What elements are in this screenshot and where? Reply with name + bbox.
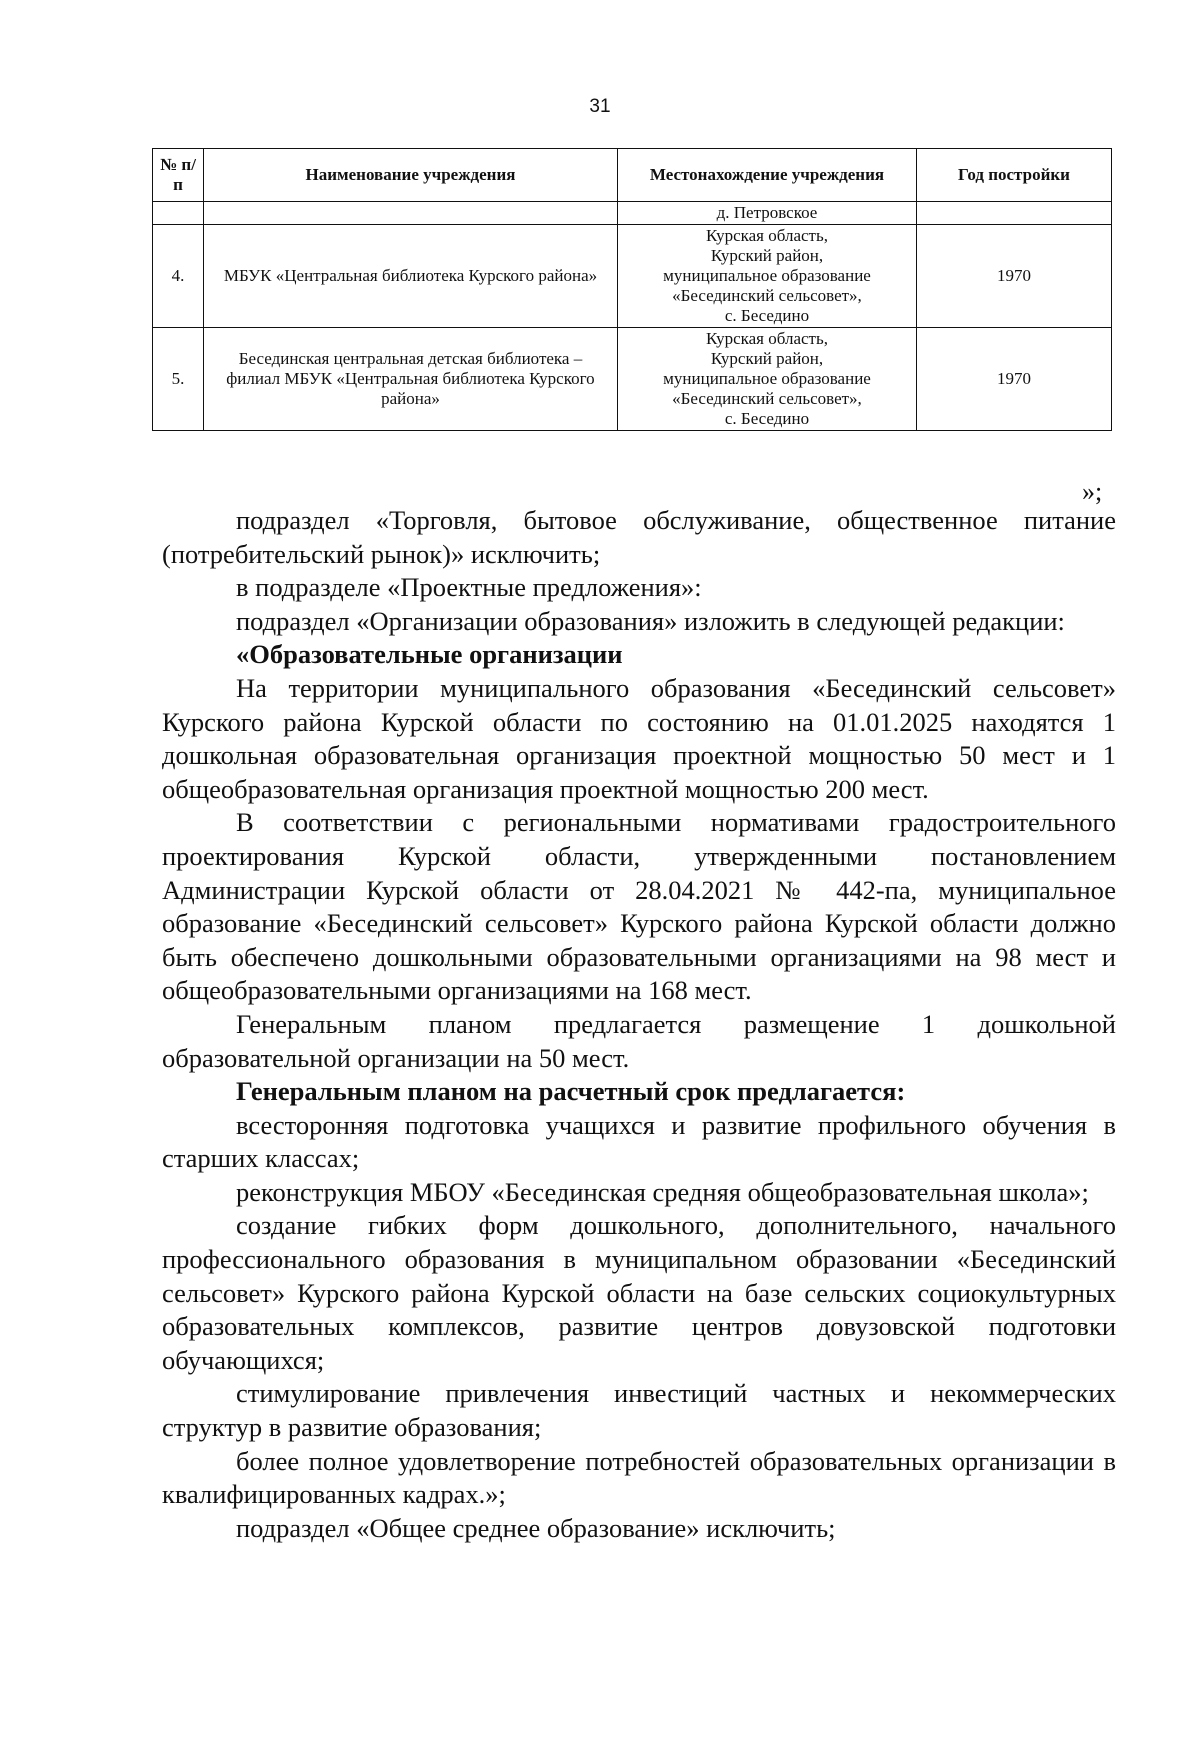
cell-location: д. Петровское: [618, 202, 917, 225]
cell-empty: [917, 202, 1112, 225]
location-line: Курский район,: [710, 246, 824, 265]
cell-name: Бесединская центральная детская библиотека – филиал МБУК «Центральная библиотека Курского района»: [204, 328, 618, 431]
page-number: 31: [589, 96, 611, 117]
paragraph: На территории муниципального образования «Бесединский сельсовет» Курского района Курской области по состоянию на 01.01.2025 находятся 1 дошкольная образовательная организация проектной мощностью 50 мест и 1 общеобразовательная организация проектной мощностью 200 мест.: [162, 672, 1116, 804]
header-year: Год постройки: [917, 149, 1112, 202]
closing-quote: »;: [1082, 477, 1103, 506]
table-row: [153, 328, 1112, 431]
location-line: муниципальное образование: [663, 369, 871, 388]
location-line: «Бесединский сельсовет»,: [672, 389, 862, 408]
cell-location: [618, 328, 917, 431]
location-line: Курская область,: [706, 226, 828, 245]
paragraph: В соответствии с региональными нормативами градостроительного проектирования Курской области, утвержденными постановлением Администрации Курской области от 28.04.2021 № 442-па, муниципальное образование «Бесединский сельсовет» Курского района Курской области должно быть обеспечено дошкольными образовательными организациями на 98 мест и общеобразовательными организациями на 168 мест.: [162, 807, 1116, 1006]
paragraph: стимулирование привлечения инвестиций частных и некоммерческих структур в развитие образования;: [162, 1378, 1116, 1443]
paragraph: более полное удовлетворение потребностей образовательных организации в квалифицированных кадрах.»;: [162, 1445, 1116, 1510]
cell-year: 1970: [917, 225, 1112, 328]
cell-location: [618, 225, 917, 328]
header-number: № п/п: [153, 149, 204, 202]
location-line: «Бесединский сельсовет»,: [672, 286, 862, 305]
paragraph: подраздел «Общее среднее образование» исключить;: [236, 1512, 836, 1543]
section-heading: «Образовательные организации: [236, 639, 623, 670]
location-line: Курский район,: [710, 349, 824, 368]
table-row: [153, 225, 1112, 328]
cell-empty: [204, 202, 618, 225]
cell-number: 5.: [153, 328, 204, 431]
paragraph: создание гибких форм дошкольного, дополнительного, начального профессионального образования в муниципальном образовании «Бесединский сельсовет» Курского района Курской области на базе сельских социокультурных образовательных комплексов, развитие центров довузовской подготовки обучающихся;: [162, 1210, 1116, 1375]
cell-number: 4.: [153, 225, 204, 328]
subheading: Генеральным планом на расчетный срок предлагается:: [236, 1076, 906, 1107]
cell-year: 1970: [917, 328, 1112, 431]
paragraph: подраздел «Организации образования» изложить в следующей редакции:: [236, 605, 1065, 636]
body-text: [162, 504, 1116, 1545]
paragraph: реконструкция МБОУ «Бесединская средняя общеобразовательная школа»;: [236, 1176, 1089, 1207]
institutions-table: [152, 148, 1112, 431]
paragraph: всесторонняя подготовка учащихся и развитие профильного обучения в старших классах;: [162, 1109, 1116, 1174]
table-row-continuation: [153, 202, 1112, 225]
table-header-row: [153, 149, 1112, 202]
location-line: Курская область,: [706, 329, 828, 348]
cell-empty: [153, 202, 204, 225]
location-line: муниципальное образование: [663, 266, 871, 285]
cell-name: МБУК «Центральная библиотека Курского района»: [204, 225, 618, 328]
paragraph: Генеральным планом предлагается размещение 1 дошкольной образовательной организации на 50 мест.: [162, 1008, 1116, 1073]
header-name: Наименование учреждения: [204, 149, 618, 202]
location-line: с. Беседино: [724, 306, 810, 325]
header-location: Местонахождение учреждения: [618, 149, 917, 202]
location-line: с. Беседино: [724, 409, 810, 428]
paragraph: подраздел «Торговля, бытовое обслуживание, общественное питание (потребительский рынок)» исключить;: [162, 505, 1116, 569]
paragraph: в подразделе «Проектные предложения»:: [236, 572, 702, 603]
